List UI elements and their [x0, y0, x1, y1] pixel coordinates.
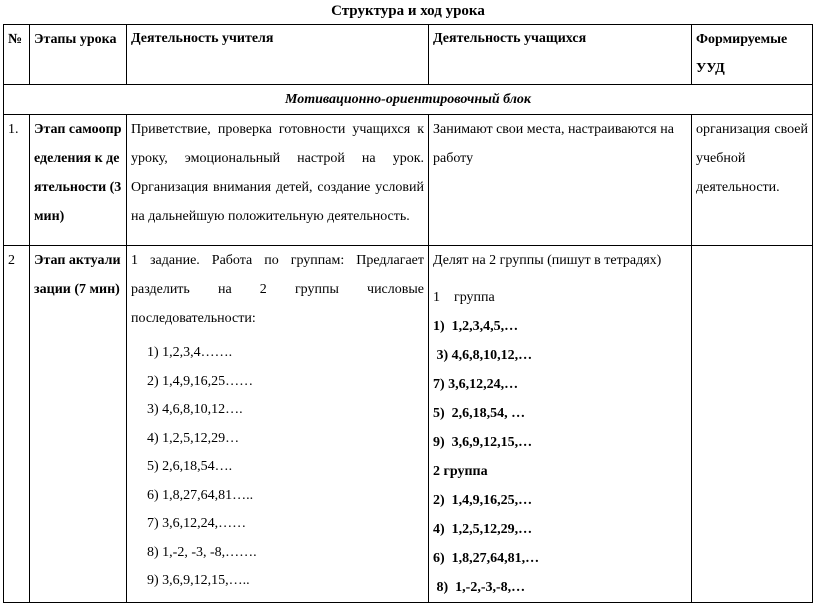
block-row: [4, 85, 813, 115]
group2-item: 6) 1,8,27,64,81,…: [433, 551, 540, 566]
list-item: 3) 4,6,8,10,12….: [147, 402, 243, 417]
list-item: 2) 1,4,9,16,25……: [147, 373, 254, 389]
sequence-list: [131, 339, 424, 596]
row1-uud: организация своей учебной деятельности.: [692, 115, 813, 246]
row1-num: 1.: [4, 115, 30, 246]
table-row: [4, 115, 813, 246]
row2-teacher-intro: 1 задание. Работа по группам: Предлагает разделить на 2 группы числовые последовательности:: [131, 253, 424, 326]
list-item: 9) 3,6,9,12,15,…..: [147, 573, 250, 588]
row2-students-intro: Делят на 2 группы (пишут в тетрадях): [433, 253, 662, 268]
list-item: 8) 1,-2, -3, -8,…….: [147, 544, 257, 560]
group2-item: 2) 1,4,9,16,25,…: [433, 493, 533, 508]
row2-students: [429, 246, 692, 603]
table-header-row: [4, 25, 813, 85]
row2-uud: [692, 246, 813, 603]
page-title: Структура и ход урока: [331, 3, 485, 19]
lesson-structure-table: [3, 24, 813, 603]
list-item: 6) 1,8,27,64,81…..: [147, 487, 254, 503]
list-item: 5) 2,6,18,54….: [147, 459, 233, 474]
group1-item: 1) 1,2,3,4,5,…: [433, 319, 519, 334]
list-item: 4) 1,2,5,12,29…: [147, 430, 240, 446]
group2-item: 4) 1,2,5,12,29,…: [433, 522, 533, 537]
row2-num: 2: [4, 246, 30, 603]
header-stage: Этапы урока: [30, 25, 127, 85]
group1-label: 1 группа: [433, 290, 495, 305]
group2-item: 8) 1,-2,-3,-8,…: [433, 580, 526, 595]
header-students: Деятельность учащихся: [429, 25, 692, 85]
row1-students: Занимают свои места, настраиваются на работу: [429, 115, 692, 246]
row1-stage: Этап самоопределения к деятельности (3 мин): [30, 115, 127, 246]
row1-teacher: Приветствие, проверка готовности учащихся к уроку, эмоциональный настрой на урок. Организация внимания детей, создание условий на дальнейшую положительную деятельность.: [127, 115, 429, 246]
block-title: Мотивационно-ориентировочный блок: [4, 85, 813, 115]
row2-teacher: [127, 246, 429, 603]
row2-stage: Этап актуализации (7 мин): [30, 246, 127, 603]
group2-label: 2 группа: [433, 464, 488, 479]
header-teacher: Деятельность учителя: [127, 25, 429, 85]
group1-item: 9) 3,6,9,12,15,…: [433, 435, 533, 450]
group1-item: 5) 2,6,18,54, …: [433, 406, 526, 421]
list-item: 7) 3,6,12,24,……: [147, 516, 247, 531]
header-uud: Формируемые УУД: [692, 25, 813, 85]
header-num: №: [4, 25, 30, 85]
list-item: 1) 1,2,3,4…….: [147, 345, 233, 360]
table-row: [4, 246, 813, 603]
group1-item: 7) 3,6,12,24,…: [433, 377, 519, 392]
group1-item: 3) 4,6,8,10,12,…: [433, 348, 533, 363]
